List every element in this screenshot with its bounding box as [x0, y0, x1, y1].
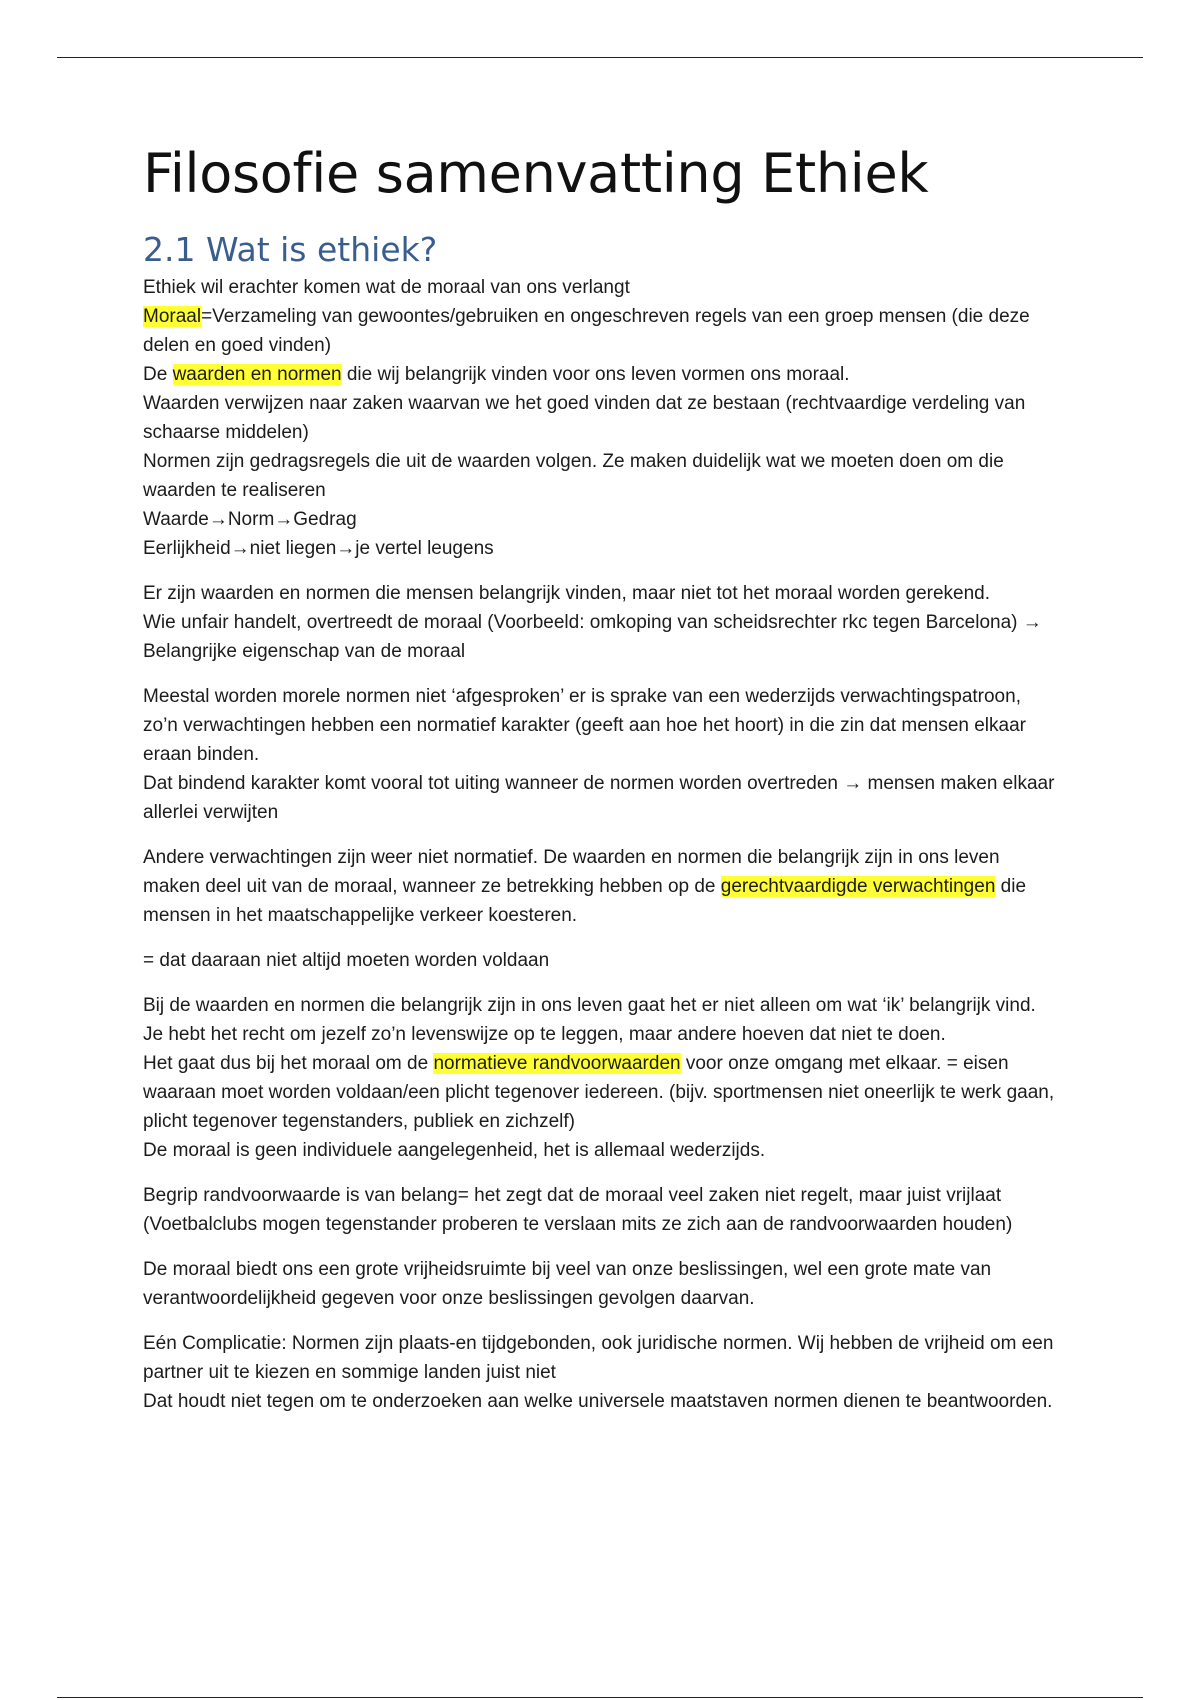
- paragraph-line: Wie unfair handelt, overtreedt de moraal (Voorbeeld: omkoping van scheidsrechter rkc tegen Barcelona) → Belangrijke eigenschap van de moraal: [143, 612, 1042, 662]
- paragraph-line: [143, 302, 1058, 360]
- paragraph-line: De moraal biedt ons een grote vrijheidsruimte bij veel van onze beslissingen, wel een grote mate van verantwoordelijkheid gegeven voor onze beslissingen gevolgen daarvan.: [143, 1259, 992, 1309]
- paragraph-8: [143, 1255, 1058, 1313]
- footer-rule: [57, 1697, 1143, 1698]
- paragraph-6: [143, 991, 1058, 1165]
- paragraph-1: [143, 273, 1058, 563]
- paragraph-line: Er zijn waarden en normen die mensen belangrijk vinden, maar niet tot het moraal worden gerekend.: [143, 583, 991, 604]
- highlighted-term: normatieve randvoorwaarden: [433, 1053, 681, 1074]
- paragraph-line: Meestal worden morele normen niet ‘afgesproken’ er is sprake van een wederzijds verwachtingspatroon, zo’n verwachtingen hebben een normatief karakter (geeft aan hoe het hoort) in die zin dat mensen elkaar eraan binden.: [143, 686, 1026, 765]
- paragraph-line: Eén Complicatie: Normen zijn plaats-en tijdgebonden, ook juridische normen. Wij hebben de vrijheid om een partner uit te kiezen en sommige landen juist niet: [143, 1333, 1054, 1383]
- paragraph-line: Waarden verwijzen naar zaken waarvan we het goed vinden dat ze bestaan (rechtvaardige verdeling van schaarse middelen): [143, 393, 1026, 443]
- paragraph-line: Bij de waarden en normen die belangrijk zijn in ons leven gaat het er niet alleen om wat ‘ik’ belangrijk vind. Je hebt het recht om jezelf zo’n levenswijze op te leggen, maar andere hoeven dat niet te doen.: [143, 995, 1036, 1045]
- paragraph-9: [143, 1329, 1058, 1416]
- paragraph-line: [143, 1049, 1058, 1136]
- paragraph-line: Normen zijn gedragsregels die uit de waarden volgen. Ze maken duidelijk wat we moeten doen om die waarden te realiseren: [143, 451, 1004, 501]
- text-run: De: [143, 364, 173, 385]
- header-rule: [57, 57, 1143, 58]
- text-run: Andere verwachtingen zijn weer niet normatief. De waarden en normen die belangrijk zijn in ons leven maken deel uit van de moraal, wanneer ze betrekking hebben op de: [143, 847, 1000, 897]
- text-run: die mensen in het maatschappelijke verkeer koesteren.: [143, 876, 1027, 926]
- text-run: die wij belangrijk vinden voor ons leven vormen ons moraal.: [341, 364, 850, 385]
- highlighted-term: gerechtvaardigde verwachtingen: [720, 876, 996, 897]
- highlighted-term: waarden en normen: [172, 364, 342, 385]
- paragraph-2: [143, 579, 1058, 666]
- paragraph-7: [143, 1181, 1058, 1239]
- paragraph-line: Dat bindend karakter komt vooral tot uiting wanneer de normen worden overtreden → mensen maken elkaar allerlei verwijten: [143, 773, 1055, 823]
- paragraph-line: [143, 360, 1058, 389]
- section-heading: 2.1 Wat is ethiek?: [143, 230, 438, 269]
- text-run: Het gaat dus bij het moraal om de: [143, 1053, 434, 1074]
- paragraph-line: Dat houdt niet tegen om te onderzoeken aan welke universele maatstaven normen dienen te beantwoorden.: [143, 1391, 1053, 1412]
- paragraph-4: [143, 843, 1058, 930]
- highlighted-term: Moraal: [143, 306, 202, 327]
- paragraph-5: [143, 946, 1058, 975]
- paragraph-3: [143, 682, 1058, 827]
- paragraph-line: = dat daaraan niet altijd moeten worden voldaan: [143, 950, 550, 971]
- paragraph-line: De moraal is geen individuele aangelegenheid, het is allemaal wederzijds.: [143, 1140, 766, 1161]
- paragraph-line: Ethiek wil erachter komen wat de moraal van ons verlangt: [143, 277, 630, 298]
- paragraph-line: Eerlijkheid→niet liegen→je vertel leugens: [143, 538, 494, 559]
- text-run: =Verzameling van gewoontes/gebruiken en ongeschreven regels van een groep mensen (die deze delen en goed vinden): [143, 306, 1030, 356]
- paragraph-line: Begrip randvoorwaarde is van belang= het zegt dat de moraal veel zaken niet regelt, maar juist vrijlaat (Voetbalclubs mogen tegenstander proberen te verslaan mits ze zich aan de randvoorwaarden houden): [143, 1185, 1013, 1235]
- document-title: Filosofie samenvatting Ethiek: [143, 142, 929, 205]
- paragraph-line: Waarde→Norm→Gedrag: [143, 509, 357, 530]
- text-run: voor onze omgang met elkaar. = eisen waaraan moet worden voldaan/een plicht tegenover iedereen. (bijv. sportmensen niet oneerlijk te werk gaan, plicht tegenover tegenstanders, publiek en zichzelf): [143, 1053, 1055, 1132]
- document-body: [143, 273, 1058, 1432]
